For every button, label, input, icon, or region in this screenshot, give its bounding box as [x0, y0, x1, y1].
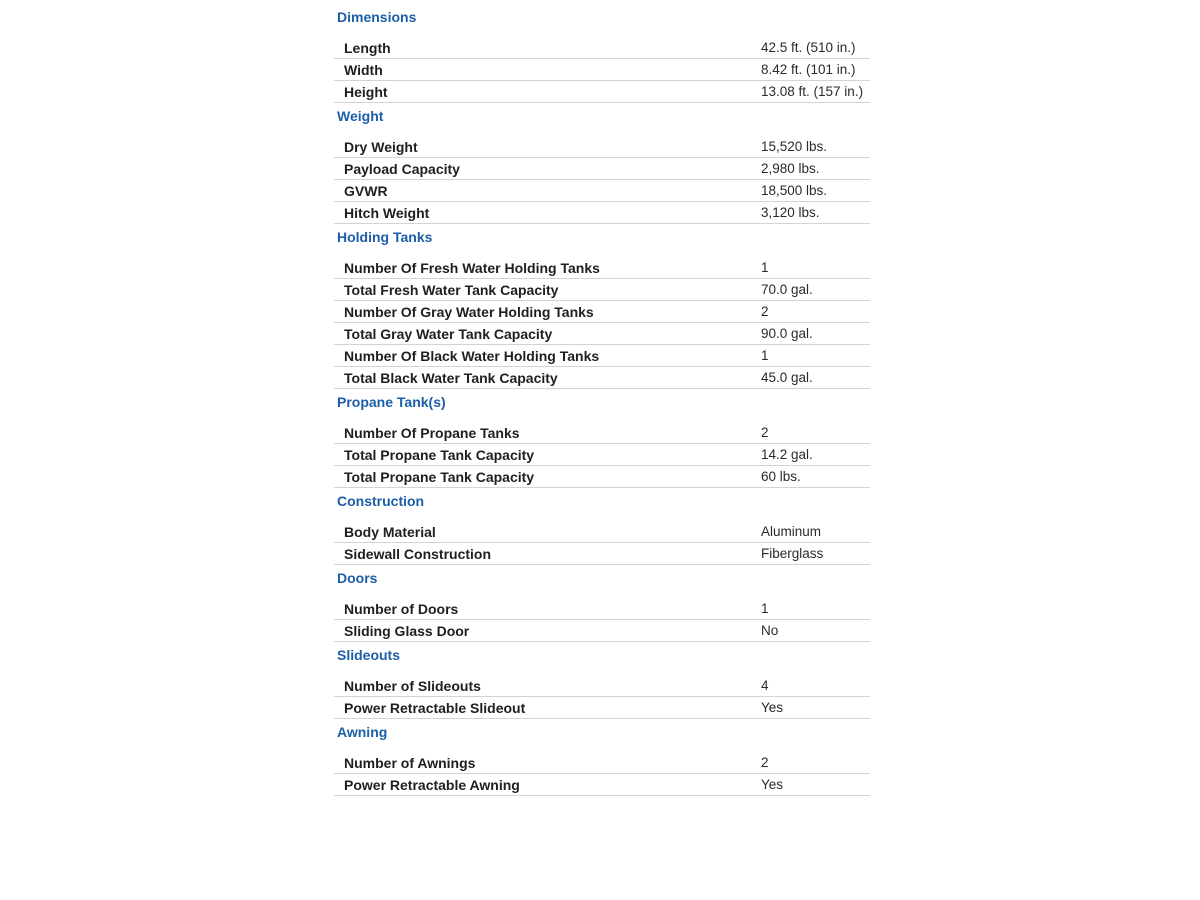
spec-row: [334, 136, 870, 158]
section-title: Holding Tanks: [337, 229, 433, 245]
spec-value: 14.2 gal.: [761, 444, 870, 466]
spec-row: [334, 466, 870, 488]
spec-row: [334, 367, 870, 389]
spec-section: [334, 105, 870, 224]
spec-label: Hitch Weight: [334, 202, 761, 224]
spec-row: [334, 521, 870, 543]
section-title: Dimensions: [337, 9, 417, 25]
spec-section: [334, 391, 870, 488]
spec-section: [334, 6, 870, 103]
spec-label: Total Fresh Water Tank Capacity: [334, 279, 761, 301]
section-title: Awning: [337, 724, 388, 740]
spec-value: Fiberglass: [761, 543, 870, 565]
spec-table: [334, 37, 870, 103]
spec-label: Length: [334, 37, 761, 59]
spec-row: [334, 774, 870, 796]
spec-value: 4: [761, 675, 870, 697]
spec-section: [334, 644, 870, 719]
spec-label: Number of Awnings: [334, 752, 761, 774]
section-title: Weight: [337, 108, 384, 124]
spec-value: Yes: [761, 697, 870, 719]
spec-value: Yes: [761, 774, 870, 796]
spec-row: [334, 752, 870, 774]
spec-value: 2,980 lbs.: [761, 158, 870, 180]
spec-section: [334, 567, 870, 642]
spec-row: [334, 81, 870, 103]
spec-row: [334, 202, 870, 224]
spec-label: Height: [334, 81, 761, 103]
spec-section: [334, 490, 870, 565]
spec-label: Total Propane Tank Capacity: [334, 444, 761, 466]
spec-value: 2: [761, 301, 870, 323]
spec-value: 13.08 ft. (157 in.): [761, 81, 870, 103]
spec-row: [334, 543, 870, 565]
spec-label: GVWR: [334, 180, 761, 202]
spec-label: Sliding Glass Door: [334, 620, 761, 642]
spec-label: Power Retractable Slideout: [334, 697, 761, 719]
spec-section: [334, 226, 870, 389]
spec-section: [334, 721, 870, 796]
spec-label: Body Material: [334, 521, 761, 543]
spec-label: Payload Capacity: [334, 158, 761, 180]
spec-value: 18,500 lbs.: [761, 180, 870, 202]
spec-value: 3,120 lbs.: [761, 202, 870, 224]
spec-value: 70.0 gal.: [761, 279, 870, 301]
spec-label: Power Retractable Awning: [334, 774, 761, 796]
spec-value: 1: [761, 345, 870, 367]
spec-row: [334, 257, 870, 279]
spec-value: 45.0 gal.: [761, 367, 870, 389]
spec-row: [334, 37, 870, 59]
spec-row: [334, 422, 870, 444]
spec-label: Number Of Propane Tanks: [334, 422, 761, 444]
spec-row: [334, 158, 870, 180]
spec-value: 1: [761, 257, 870, 279]
spec-value: 15,520 lbs.: [761, 136, 870, 158]
specifications-list: [334, 6, 870, 798]
spec-value: 2: [761, 752, 870, 774]
spec-row: [334, 323, 870, 345]
spec-value: 2: [761, 422, 870, 444]
spec-label: Total Propane Tank Capacity: [334, 466, 761, 488]
spec-label: Sidewall Construction: [334, 543, 761, 565]
section-title: Construction: [337, 493, 425, 509]
spec-row: [334, 598, 870, 620]
spec-row: [334, 675, 870, 697]
spec-value: 42.5 ft. (510 in.): [761, 37, 870, 59]
spec-label: Width: [334, 59, 761, 81]
spec-table: [334, 136, 870, 224]
spec-row: [334, 444, 870, 466]
section-title: Propane Tank(s): [337, 394, 446, 410]
spec-label: Number Of Fresh Water Holding Tanks: [334, 257, 761, 279]
section-title: Slideouts: [337, 647, 401, 663]
spec-table: [334, 598, 870, 642]
section-title: Doors: [337, 570, 378, 586]
spec-row: [334, 180, 870, 202]
spec-label: Number Of Gray Water Holding Tanks: [334, 301, 761, 323]
spec-table: [334, 675, 870, 719]
spec-table: [334, 422, 870, 488]
spec-label: Total Black Water Tank Capacity: [334, 367, 761, 389]
spec-label: Dry Weight: [334, 136, 761, 158]
spec-value: No: [761, 620, 870, 642]
spec-row: [334, 345, 870, 367]
spec-label: Total Gray Water Tank Capacity: [334, 323, 761, 345]
spec-value: Aluminum: [761, 521, 870, 543]
spec-value: 90.0 gal.: [761, 323, 870, 345]
spec-label: Number of Doors: [334, 598, 761, 620]
spec-label: Number Of Black Water Holding Tanks: [334, 345, 761, 367]
spec-table: [334, 257, 870, 389]
spec-value: 60 lbs.: [761, 466, 870, 488]
spec-value: 8.42 ft. (101 in.): [761, 59, 870, 81]
spec-value: 1: [761, 598, 870, 620]
spec-table: [334, 521, 870, 565]
spec-label: Number of Slideouts: [334, 675, 761, 697]
spec-row: [334, 620, 870, 642]
spec-table: [334, 752, 870, 796]
spec-row: [334, 279, 870, 301]
spec-row: [334, 697, 870, 719]
spec-row: [334, 59, 870, 81]
spec-row: [334, 301, 870, 323]
